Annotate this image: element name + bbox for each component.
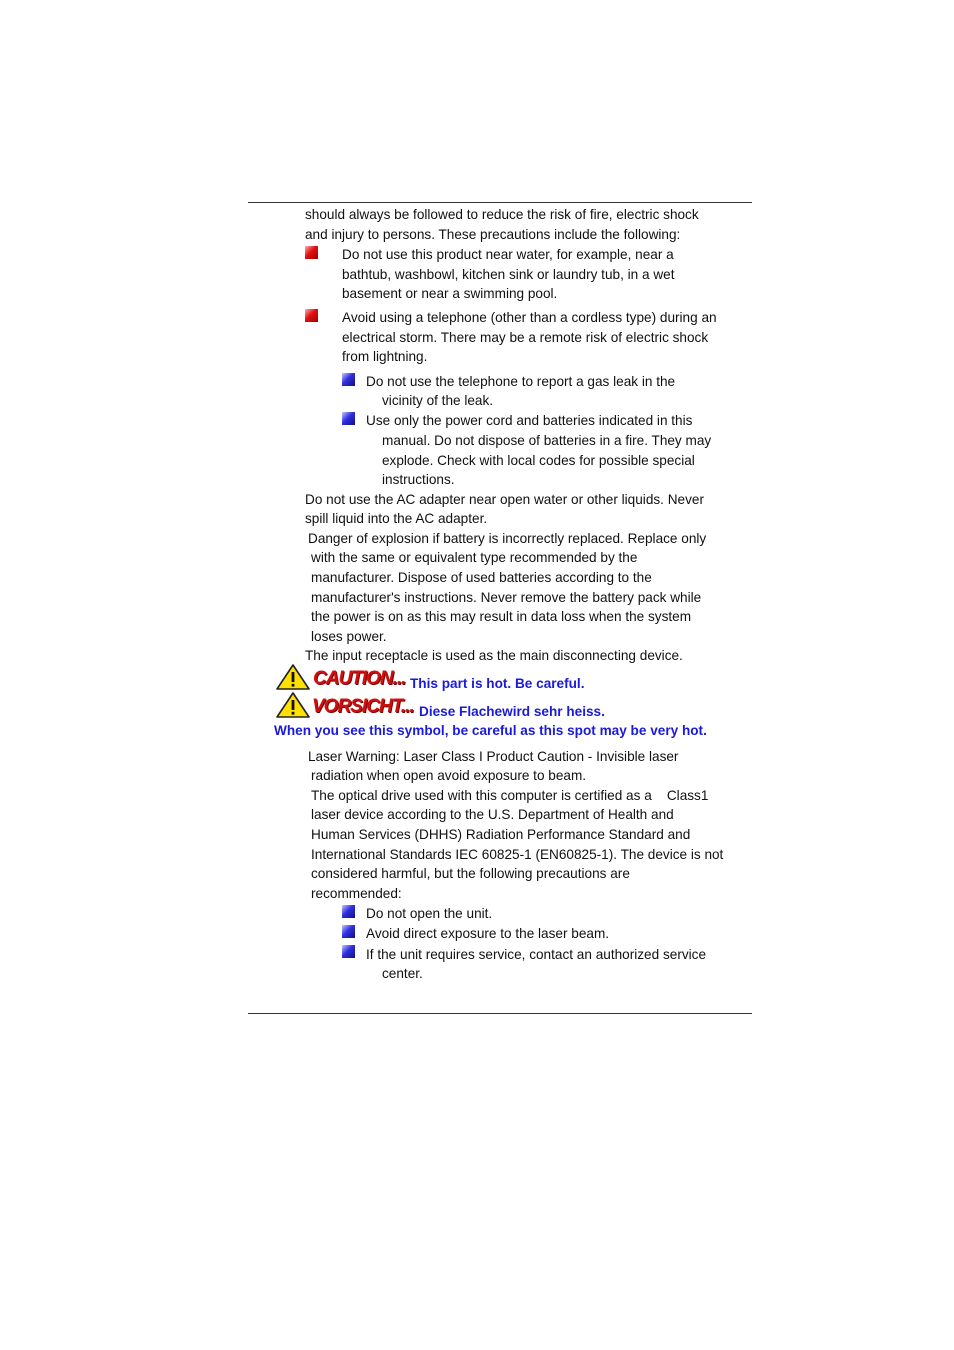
list-item-line: vicinity of the leak.	[382, 393, 494, 408]
symbol-note: When you see this symbol, be careful as this spot may be very hot.	[274, 723, 707, 738]
list-item-line: center.	[382, 966, 423, 981]
warning-triangle-icon	[276, 664, 310, 690]
battery-line: the power is on as this may result in data loss when the system	[311, 609, 692, 624]
ac-adapter-line: Do not use the AC adapter near open water or other liquids. Never	[305, 492, 704, 507]
vorsicht-text: Diese Flachewird sehr heiss.	[419, 704, 605, 719]
optical-line: laser device according to the U.S. Department of Health and	[311, 807, 674, 822]
caution-text: This part is hot. Be careful.	[410, 676, 585, 691]
list-item-line: If the unit requires service, contact an authorized service	[366, 947, 707, 962]
list-item-line: electrical storm. There may be a remote risk of electric shock	[342, 330, 709, 345]
battery-line: manufacturer. Dispose of used batteries according to the	[311, 570, 652, 585]
bottom-rule	[248, 1013, 752, 1014]
warning-triangle-icon	[276, 692, 310, 718]
list-item-line: from lightning.	[342, 349, 428, 364]
top-rule	[248, 202, 752, 203]
laser-line: Laser Warning: Laser Class I Product Caution - Invisible laser	[308, 749, 679, 764]
intro-line: should always be followed to reduce the risk of fire, electric shock	[305, 207, 699, 222]
optical-line: The optical drive used with this computer is certified as a Class1	[311, 788, 709, 803]
optical-line: Human Services (DHHS) Radiation Performance Standard and	[311, 827, 691, 842]
ac-adapter-line: spill liquid into the AC adapter.	[305, 511, 488, 526]
list-item-line: manual. Do not dispose of batteries in a fire. They may	[382, 433, 712, 448]
list-item-line: bathtub, washbowl, kitchen sink or laundry tub, in a wet	[342, 267, 675, 282]
blue-bullet-icon	[342, 925, 355, 938]
list-item-line: Do not open the unit.	[366, 906, 493, 921]
laser-line: radiation when open avoid exposure to beam.	[311, 768, 587, 783]
intro-line: and injury to persons. These precautions include the following:	[305, 227, 681, 242]
list-item-line: Avoid using a telephone (other than a cordless type) during an	[342, 310, 717, 325]
battery-line: manufacturer's instructions. Never remove the battery pack while	[311, 590, 702, 605]
optical-line: considered harmful, but the following precautions are	[311, 866, 630, 881]
caution-word: CAUTION...	[313, 668, 406, 689]
blue-bullet-icon	[342, 373, 355, 386]
blue-bullet-icon	[342, 412, 355, 425]
battery-line: with the same or equivalent type recommended by the	[311, 550, 638, 565]
list-item-line: Do not use this product near water, for example, near a	[342, 247, 674, 262]
list-item-line: Use only the power cord and batteries indicated in this	[366, 413, 693, 428]
battery-line: Danger of explosion if battery is incorrectly replaced. Replace only	[308, 531, 707, 546]
battery-line: loses power.	[311, 629, 387, 644]
blue-bullet-icon	[342, 945, 355, 958]
receptacle-line: The input receptacle is used as the main disconnecting device.	[305, 648, 683, 663]
list-item-line: instructions.	[382, 472, 455, 487]
optical-line: recommended:	[311, 886, 402, 901]
list-item-line: Do not use the telephone to report a gas leak in the	[366, 374, 676, 389]
red-bullet-icon	[305, 246, 318, 259]
optical-line: International Standards IEC 60825-1 (EN60825-1). The device is not	[311, 847, 724, 862]
list-item-line: explode. Check with local codes for possible special	[382, 453, 695, 468]
list-item-line: basement or near a swimming pool.	[342, 286, 558, 301]
red-bullet-icon	[305, 309, 318, 322]
vorsicht-word: VORSICHT...	[312, 696, 414, 717]
blue-bullet-icon	[342, 905, 355, 918]
list-item-line: Avoid direct exposure to the laser beam.	[366, 926, 610, 941]
